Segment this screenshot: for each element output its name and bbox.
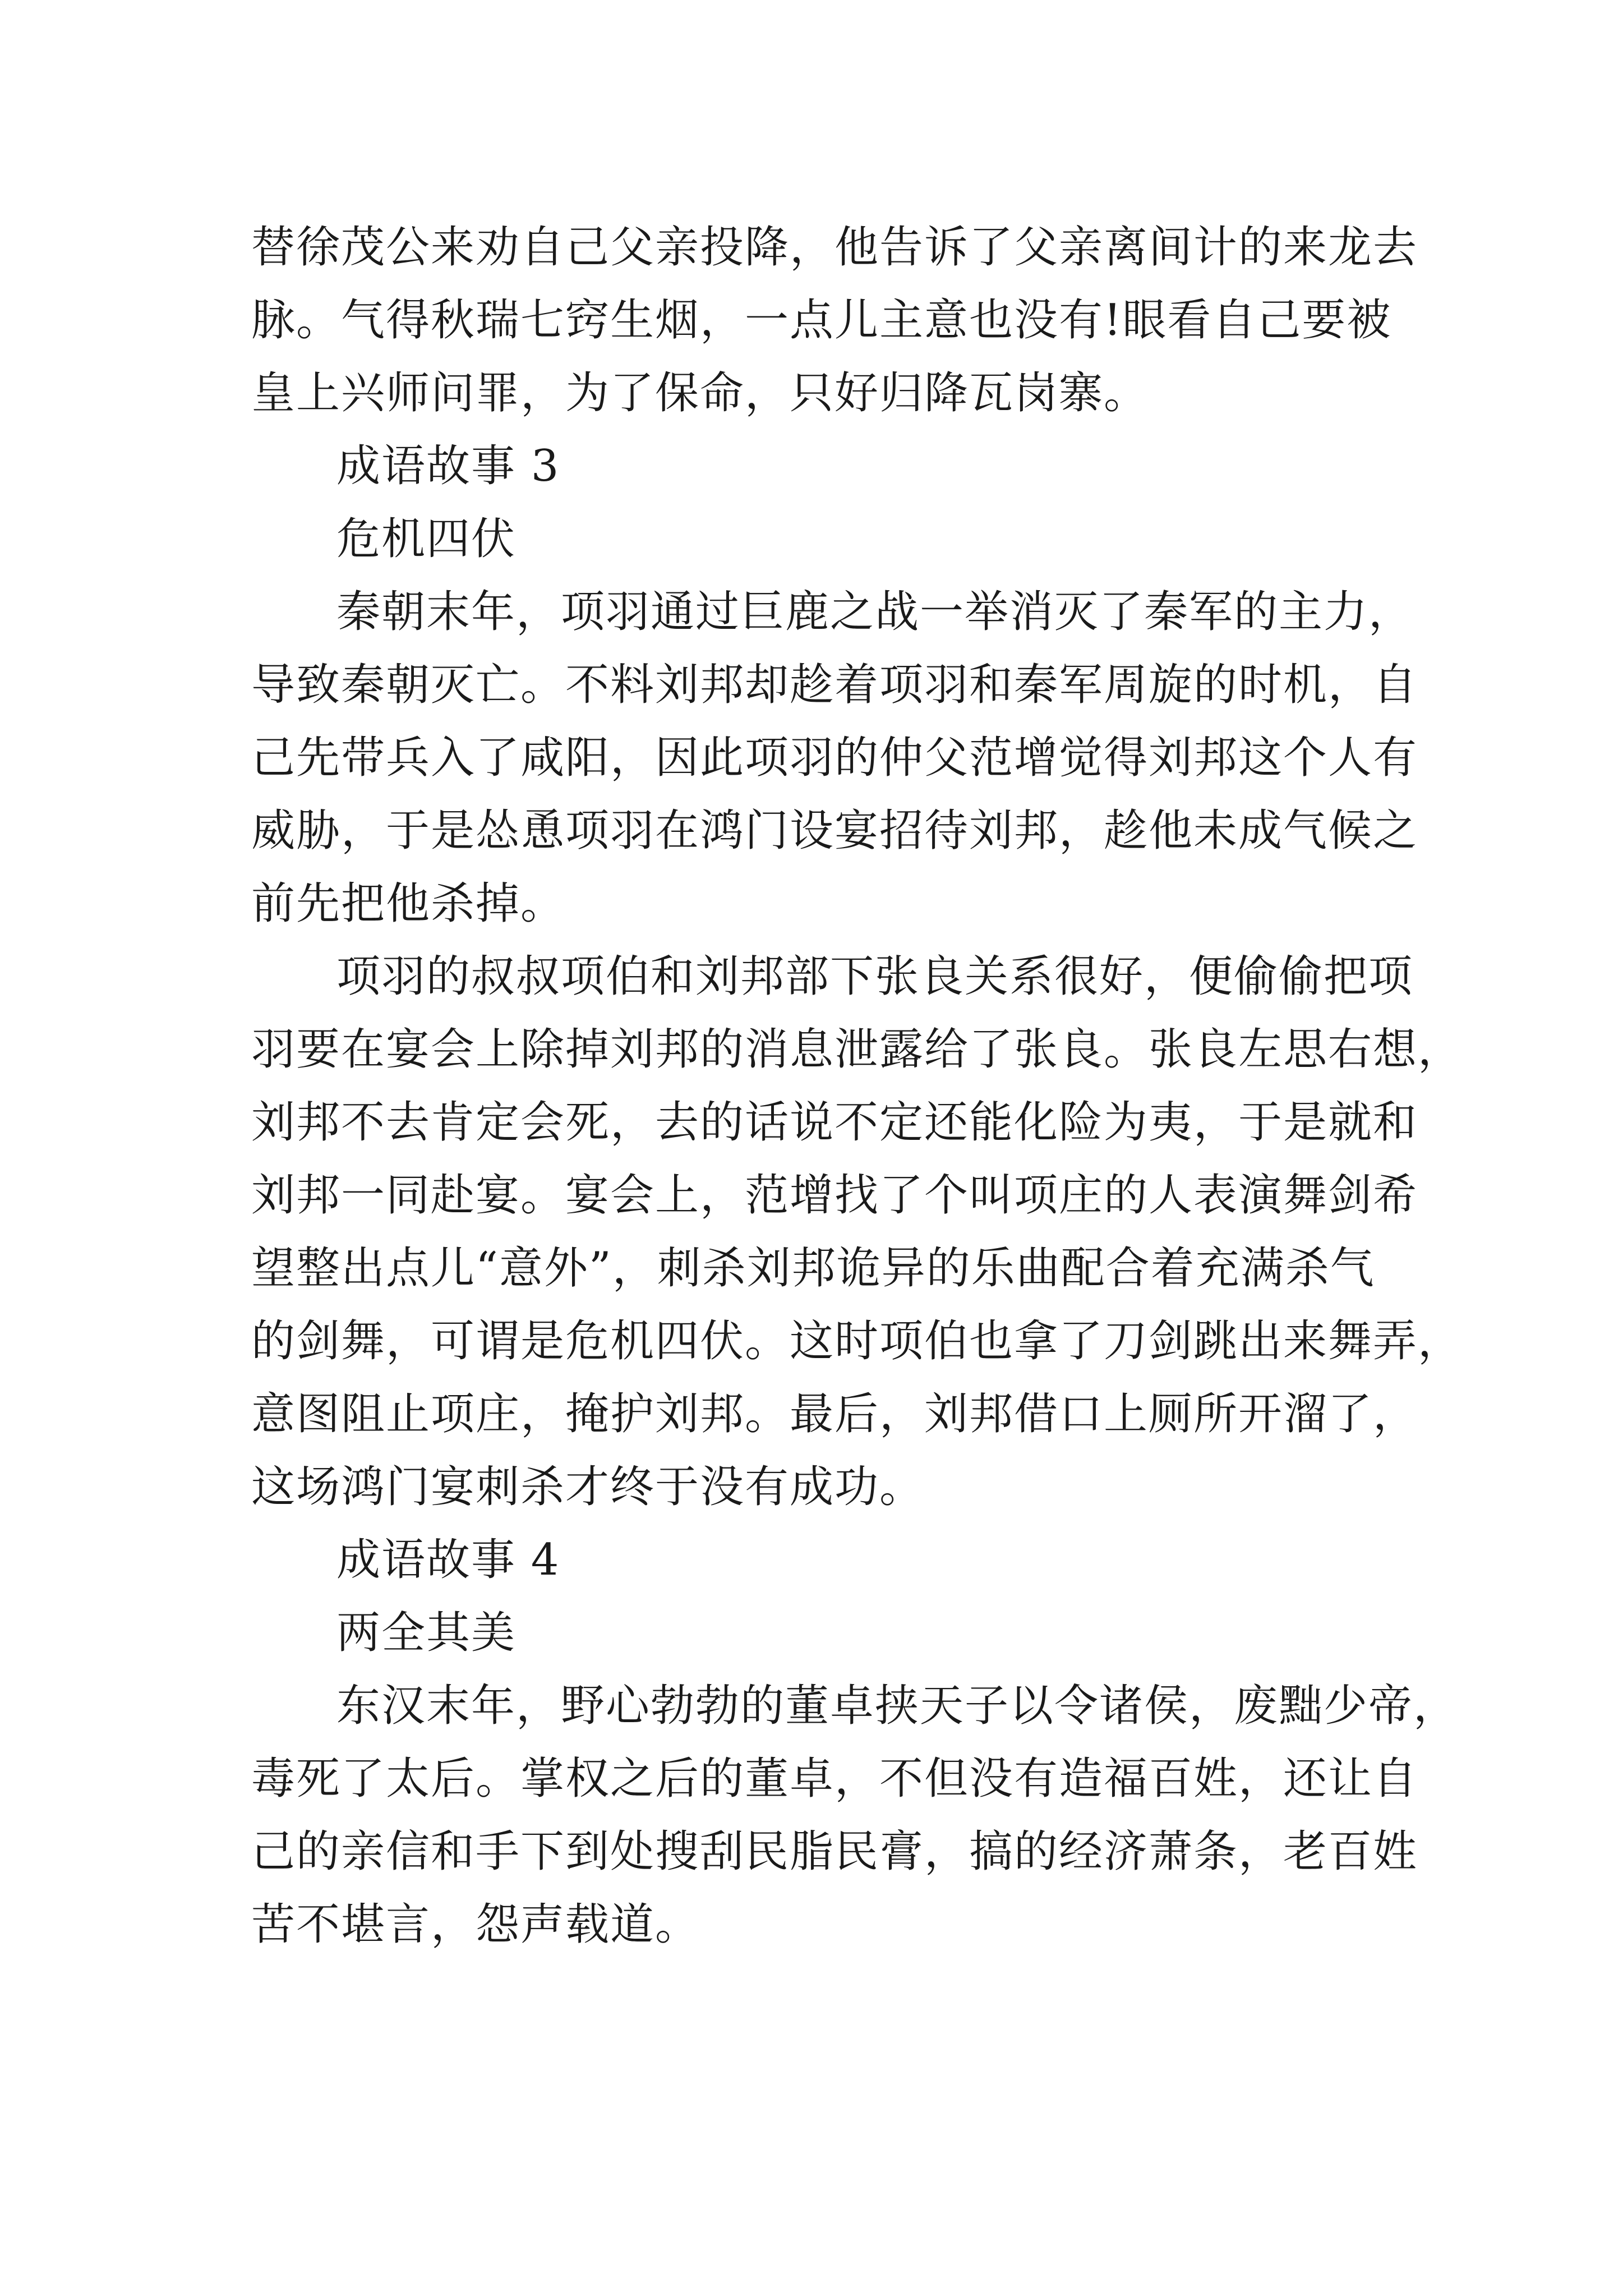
text-line: 己的亲信和手下到处搜刮民脂民膏，搞的经济萧条，老百姓 [251, 1826, 1418, 1877]
text-line: 前先把他杀掉。 [251, 878, 566, 929]
text-line: 望整出点儿“意外”，刺杀刘邦诡异的乐曲配合着充满杀气 [251, 1243, 1375, 1294]
document-body [251, 211, 1463, 1961]
paragraph-continuation [251, 211, 1418, 430]
text-line: 东汉末年，野心勃勃的董卓挟天子以令诸侯，废黜少帝， [336, 1681, 1459, 1731]
text-line: 意图阻止项庄，掩护刘邦。最后，刘邦借口上厕所开溜了， [251, 1389, 1418, 1439]
text-line: 项羽的叔叔项伯和刘邦部下张良关系很好，便偷偷把项 [336, 951, 1414, 1002]
text-line: 脉。气得秋瑞七窍生烟，一点儿主意也没有!眼看自己要被 [251, 295, 1392, 346]
text-line: 己先带兵入了咸阳，因此项羽的仲父范增觉得刘邦这个人有 [251, 733, 1418, 783]
heading-text: 两全其美 [336, 1608, 517, 1658]
section-heading-story-3 [251, 430, 1393, 503]
paragraph [251, 940, 1463, 1524]
idiom-title-weiji-sifu [251, 503, 1393, 576]
text-line: 这场鸿门宴刺杀才终于没有成功。 [251, 1462, 925, 1512]
heading-text: 成语故事 4 [336, 1535, 560, 1585]
text-line: 刘邦不去肯定会死，去的话说不定还能化险为夷，于是就和 [251, 1097, 1418, 1148]
section-heading-story-4 [251, 1524, 1393, 1596]
text-line: 羽要在宴会上除掉刘邦的消息泄露给了张良。张良左思右想， [251, 1024, 1463, 1075]
text-line: 皇上兴师问罪，为了保命，只好归降瓦岗寨。 [251, 368, 1149, 418]
text-line: 的剑舞，可谓是危机四伏。这时项伯也拿了刀剑跳出来舞弄， [251, 1316, 1463, 1366]
paragraph [251, 576, 1418, 940]
heading-text: 危机四伏 [336, 514, 517, 564]
text-line: 秦朝末年，项羽通过巨鹿之战一举消灭了秦军的主力， [336, 587, 1414, 637]
idiom-title-liangquan-qimei [251, 1596, 1393, 1669]
text-line: 导致秦朝灭亡。不料刘邦却趁着项羽和秦军周旋的时机，自 [251, 660, 1418, 710]
paragraph [251, 1669, 1459, 1961]
text-line: 刘邦一同赴宴。宴会上，范增找了个叫项庄的人表演舞剑希 [251, 1170, 1418, 1221]
text-line: 毒死了太后。掌权之后的董卓，不但没有造福百姓，还让自 [251, 1754, 1418, 1804]
text-line: 威胁，于是怂恿项羽在鸿门设宴招待刘邦，趁他未成气候之 [251, 806, 1418, 856]
heading-text: 成语故事 3 [336, 441, 560, 491]
text-line: 苦不堪言，怨声载道。 [251, 1899, 700, 1950]
text-line: 替徐茂公来劝自己父亲投降，他告诉了父亲离间计的来龙去 [251, 222, 1418, 273]
